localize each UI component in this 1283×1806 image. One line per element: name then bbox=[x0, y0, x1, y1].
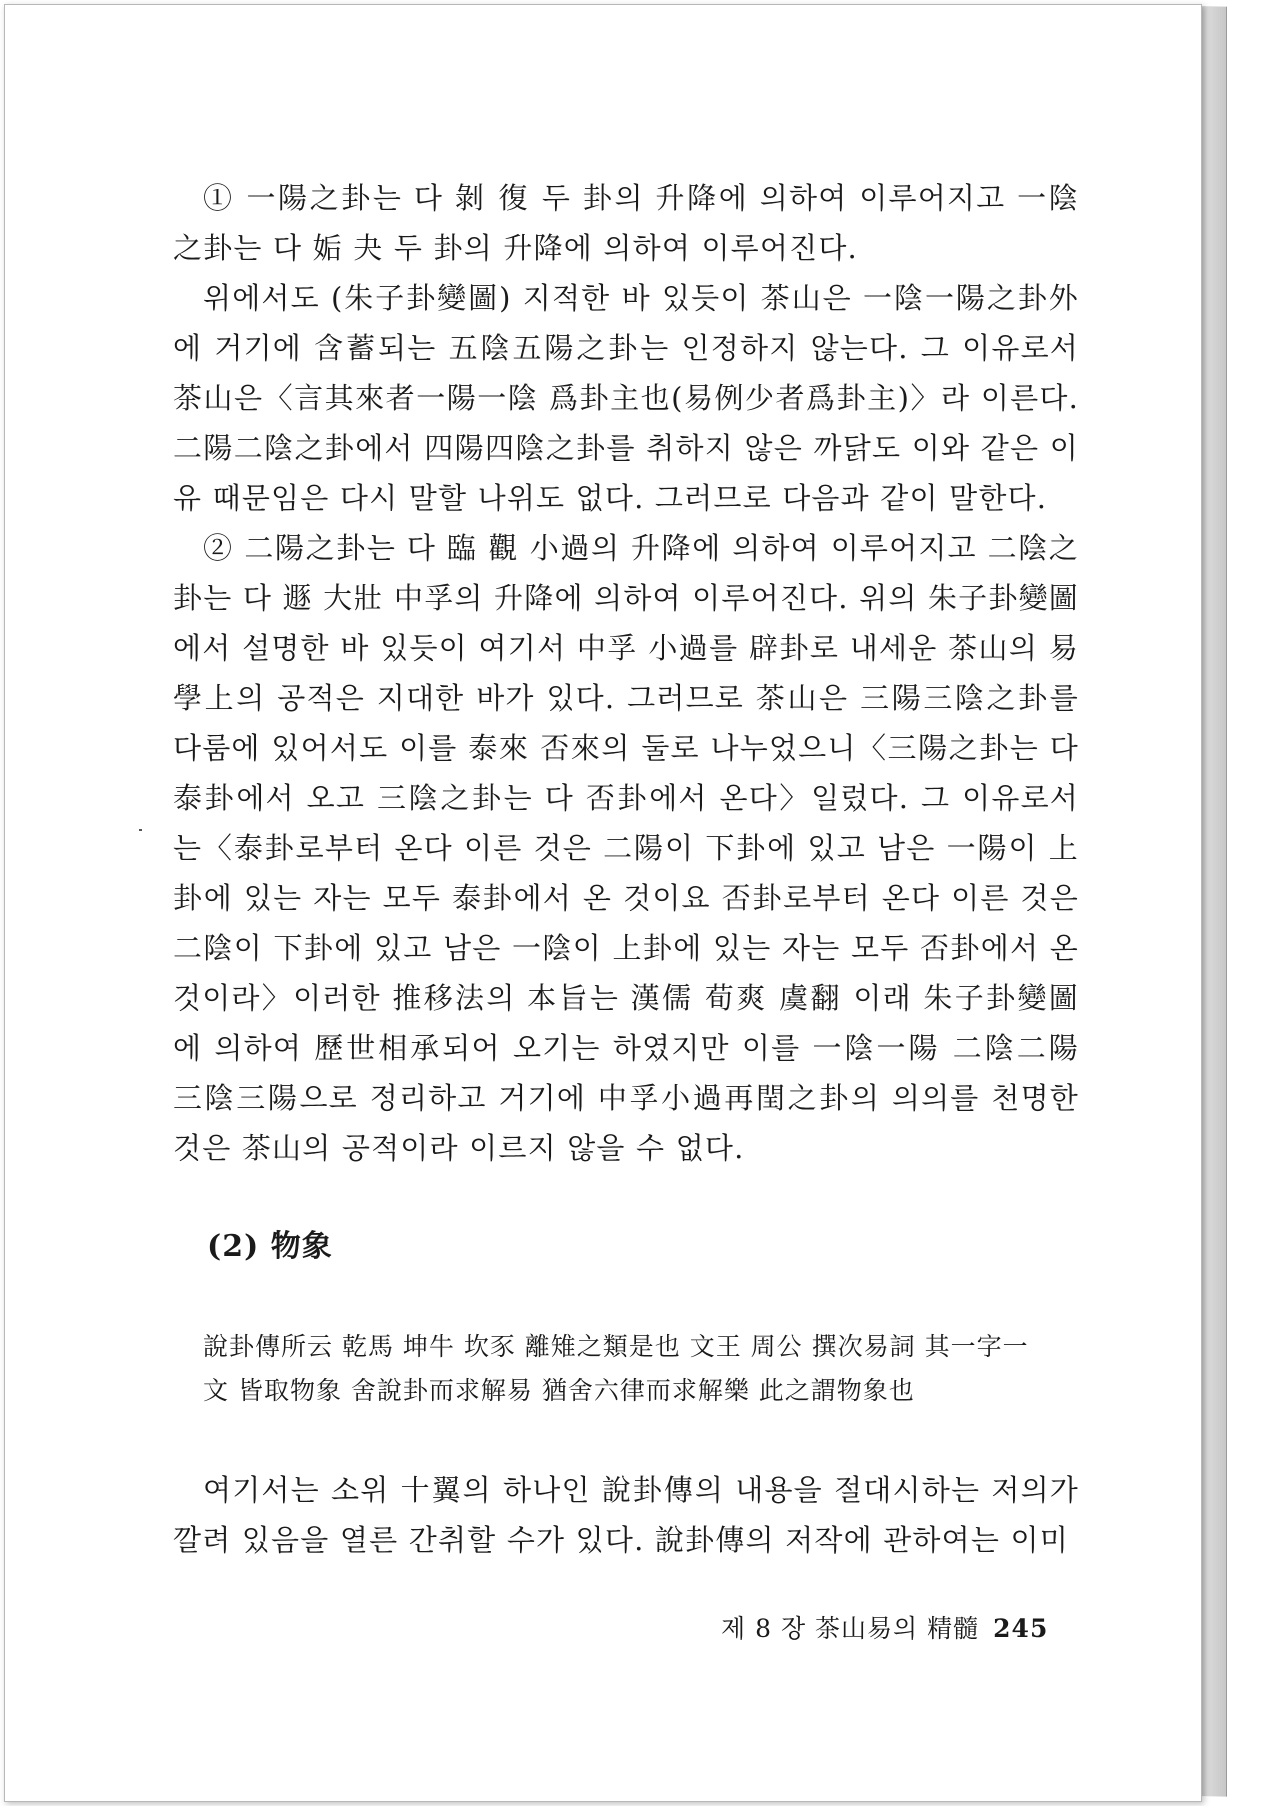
stray-print-mark bbox=[139, 829, 142, 831]
paragraph-1: ① 一陽之卦는 다 剝 復 두 卦의 升降에 의하여 이루어지고 一陰之卦는 다 姤 夬 두 卦의 升降에 의하여 이루어진다. bbox=[173, 181, 1079, 265]
book-page bbox=[4, 4, 1202, 1802]
paragraph-3: ② 二陽之卦는 다 臨 觀 小過의 升降에 의하여 이루어지고 二陰之卦는 다 遯 大壯 中孚의 升降에 의하여 이루어진다. 위의 朱子卦變圖에서 설명한 바 있듯이 여기서 中孚 小過를 辟卦로 내세운 茶山의 易學上의 공적은 지대한 바가 있다. 그러므로 茶山은 三陽三陰之卦를 다룸에 있어서도 이를 泰來 否來의 둘로 나누었으니〈三陽之卦는 다 泰卦에서 오고 三陰之卦는 다 否卦에서 온다〉일렀다. 그 이유로서는〈泰卦로부터 온다 이른 것은 二陽이 下卦에 있고 남은 一陽이 上卦에 있는 자는 모두 泰卦에서 온 것이요 否卦로부터 온다 이른 것은 二陰이 下卦에 있고 남은 一陰이 上卦에 있는 자는 모두 否卦에서 온 것이라〉이러한 推移法의 本旨는 漢儒 荀爽 虞翻 이래 朱子卦變圖에 의하여 歷世相承되어 오기는 하였지만 이를 一陰一陽 二陰二陽 三陰三陽으로 정리하고 거기에 中孚小過再閏之卦의 의의를 천명한 것은 茶山의 공적이라 이르지 않을 수 없다. bbox=[173, 531, 1079, 1165]
quotation-line-1: 說卦傳所云 乾馬 坤牛 坎豕 離雉之類是也 文王 周公 撰次易詞 其一字一 bbox=[203, 1332, 1029, 1361]
quotation-block bbox=[203, 1325, 1083, 1413]
chapter-title: 제 8 장 茶山易의 精髓 bbox=[721, 1614, 980, 1643]
body-text-top bbox=[173, 173, 1079, 1173]
body-text-bottom bbox=[173, 1465, 1079, 1565]
running-footer bbox=[721, 1609, 1048, 1645]
quotation-line-2: 文 皆取物象 舍說卦而求解易 猶舍六律而求解樂 此之謂物象也 bbox=[203, 1376, 915, 1405]
paragraph-4: 여기서는 소위 十翼의 하나인 說卦傳의 내용을 절대시하는 저의가 깔려 있음을 열른 간취할 수가 있다. 說卦傳의 저작에 관하여는 이미 bbox=[173, 1473, 1079, 1557]
page-number: 245 bbox=[993, 1614, 1049, 1643]
section-heading: (2) 物象 bbox=[207, 1229, 333, 1264]
paragraph-2: 위에서도 (朱子卦變圖) 지적한 바 있듯이 茶山은 一陰一陽之卦外에 거기에 含蓄되는 五陰五陽之卦는 인정하지 않는다. 그 이유로서 茶山은〈言其來者一陽一陰 爲卦主也(易例少者爲卦主)〉라 이른다. 二陽二陰之卦에서 四陽四陰之卦를 취하지 않은 까닭도 이와 같은 이유 때문임은 다시 말할 나위도 없다. 그러므로 다음과 같이 말한다. bbox=[173, 281, 1079, 515]
